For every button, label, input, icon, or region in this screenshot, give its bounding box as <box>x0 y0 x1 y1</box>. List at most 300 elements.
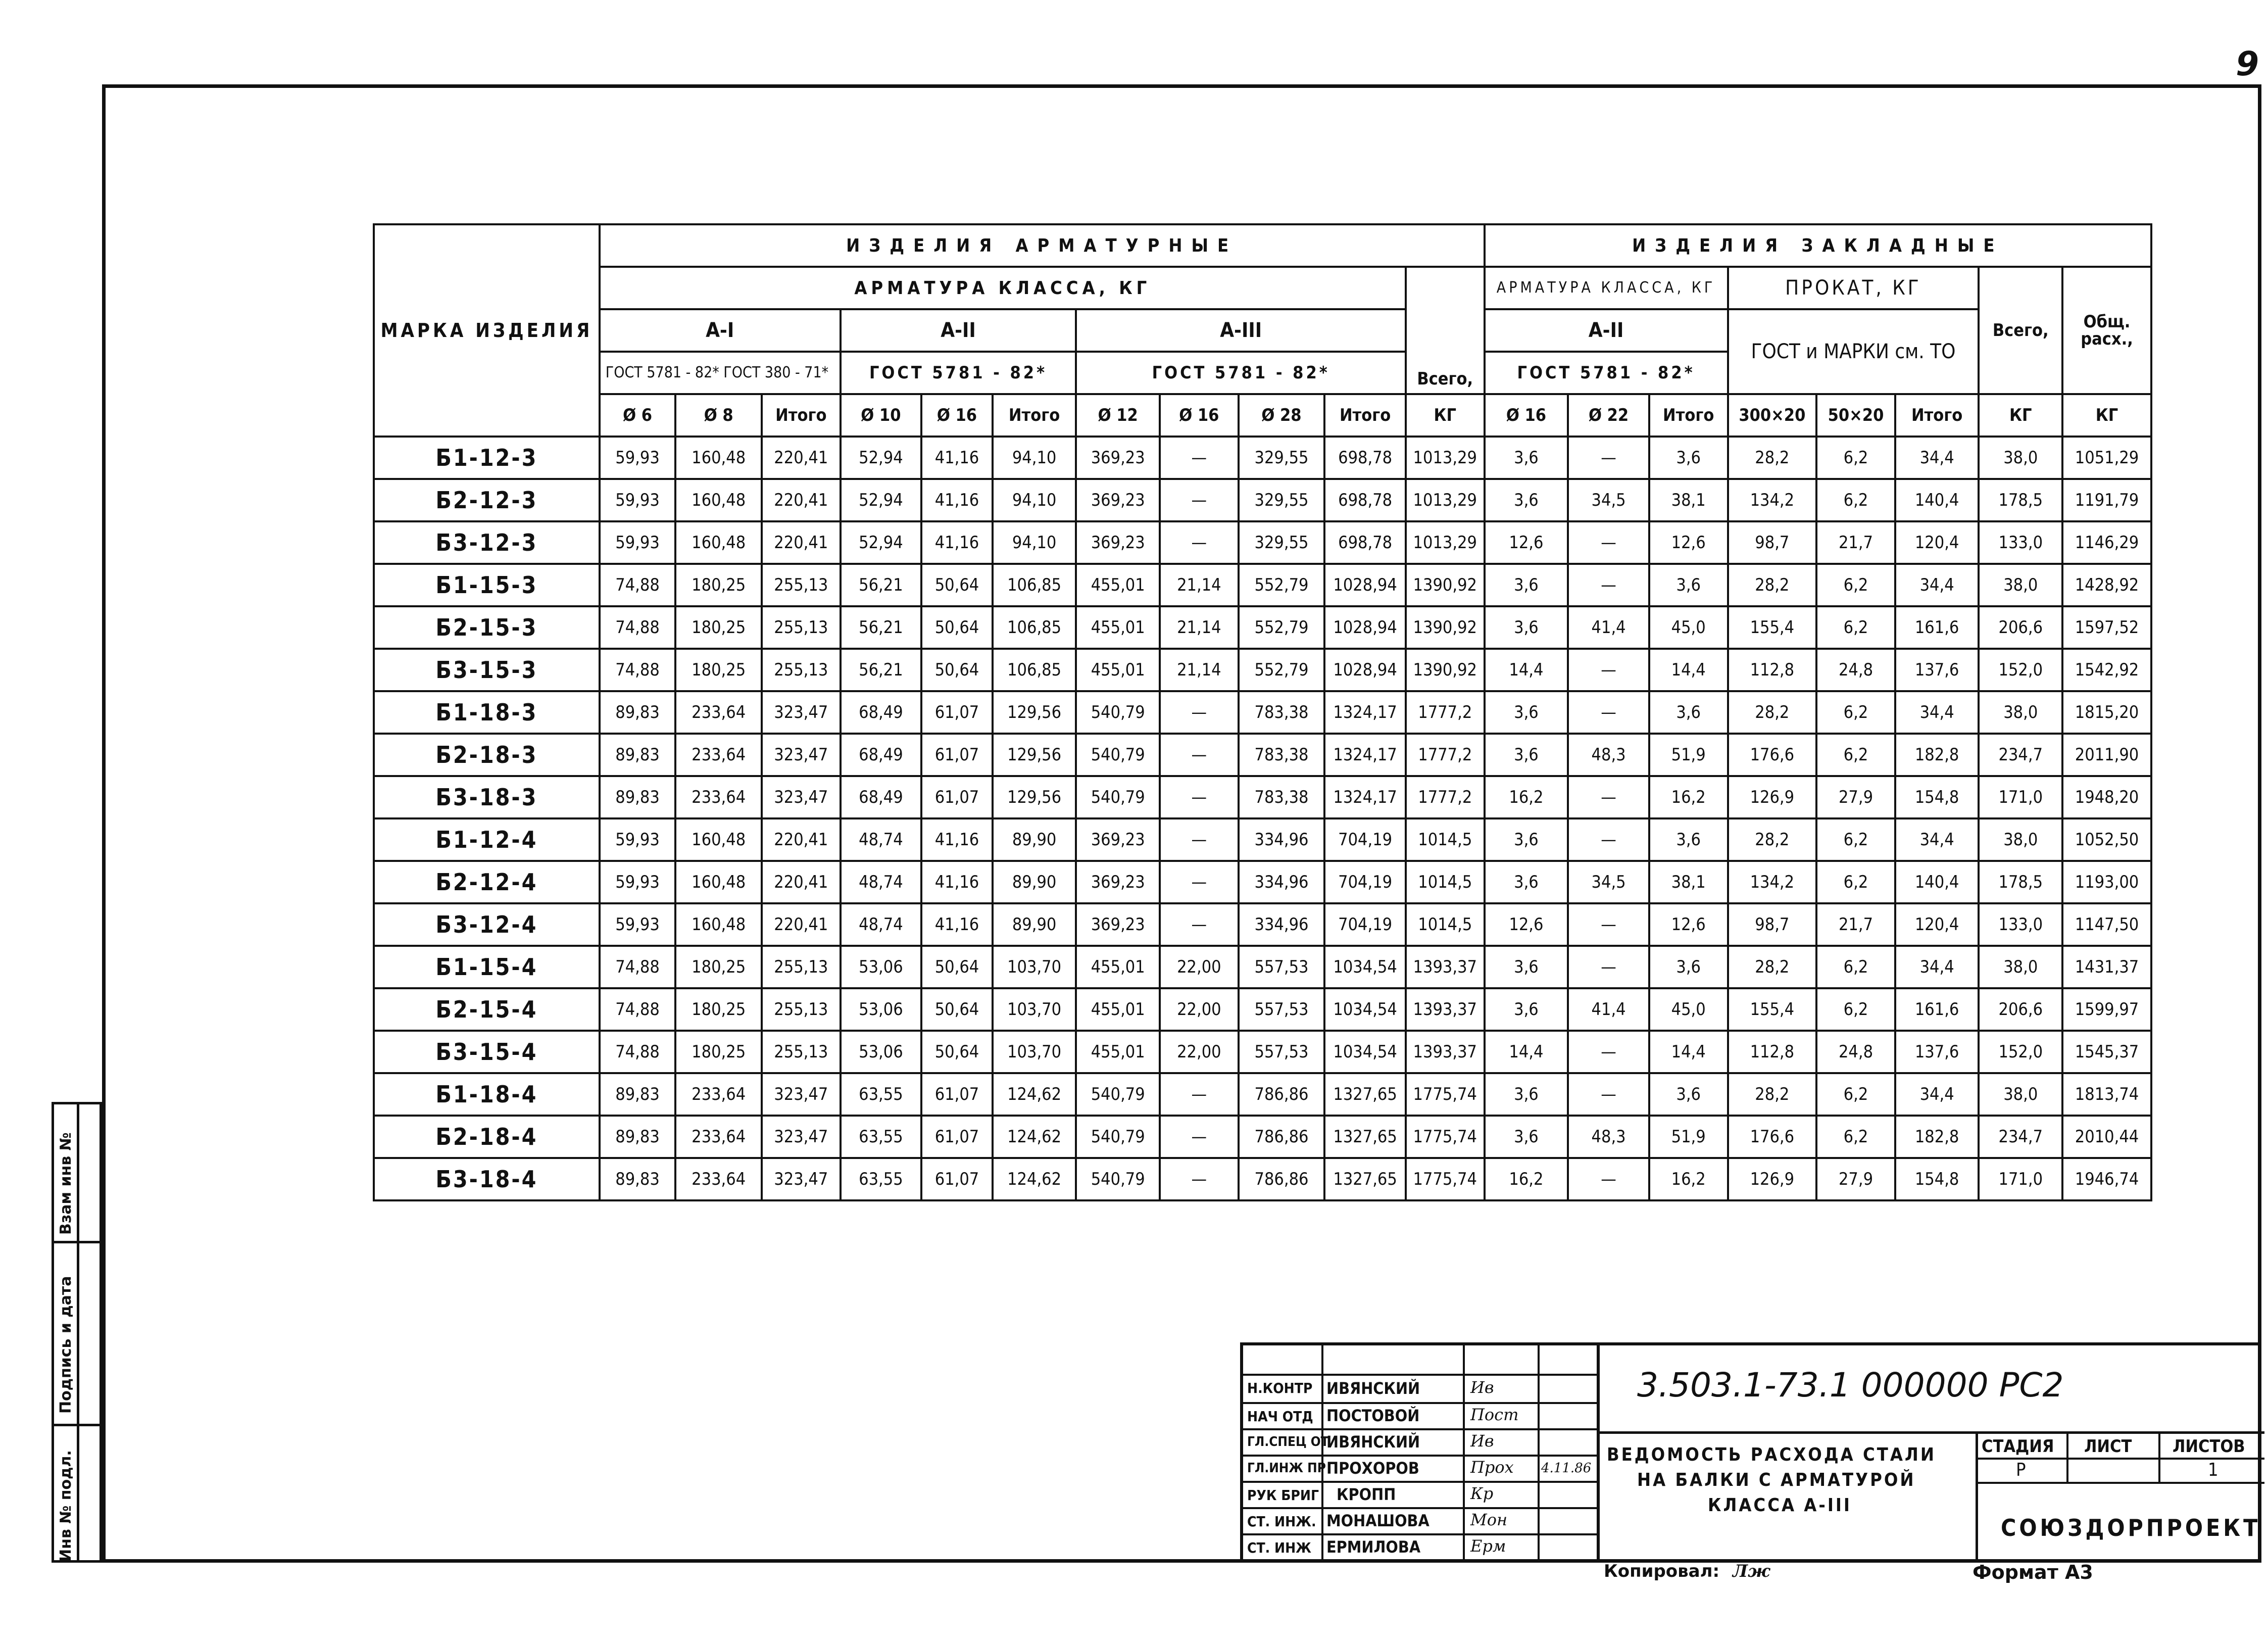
value-cell: — <box>1568 776 1649 818</box>
value-cell: 2011,90 <box>2062 734 2151 776</box>
stamp-divider <box>54 1241 100 1243</box>
value-cell: 455,01 <box>1076 1031 1160 1073</box>
value-cell: 783,38 <box>1239 691 1325 734</box>
value-cell: 1327,65 <box>1324 1116 1406 1158</box>
subheader-cell: Ø 10 <box>841 394 922 437</box>
value-cell: 22,00 <box>1160 1031 1239 1073</box>
copied-signature: Лж <box>1732 1561 1770 1581</box>
signature: Кр <box>1470 1484 1494 1503</box>
value-cell: 455,01 <box>1076 946 1160 988</box>
value-cell: 1599,97 <box>2062 988 2151 1031</box>
value-cell: — <box>1568 649 1649 691</box>
value-cell: 255,13 <box>762 1031 841 1073</box>
value-cell: 698,78 <box>1324 437 1406 479</box>
value-cell: 3,6 <box>1649 691 1728 734</box>
value-cell: 6,2 <box>1816 606 1895 649</box>
rolled-steel-header: ПРОКАТ, КГ <box>1728 267 1979 309</box>
table-row <box>374 861 2151 903</box>
value-cell: 160,48 <box>675 861 762 903</box>
value-cell: 6,2 <box>1816 818 1895 861</box>
value-cell: 176,6 <box>1728 1116 1817 1158</box>
value-cell: 61,07 <box>921 776 993 818</box>
signature: Ерм <box>1470 1536 1506 1556</box>
value-cell: 3,6 <box>1485 734 1568 776</box>
value-cell: 557,53 <box>1239 988 1325 1031</box>
mark-cell: Б3-18-3 <box>374 776 600 818</box>
value-cell: 68,49 <box>841 734 922 776</box>
value-cell: 41,16 <box>921 903 993 946</box>
mark-cell: Б2-15-4 <box>374 988 600 1031</box>
table-row <box>374 479 2151 521</box>
value-cell: 52,94 <box>841 479 922 521</box>
value-cell: 48,3 <box>1568 1116 1649 1158</box>
value-cell: — <box>1568 946 1649 988</box>
value-cell: 1393,37 <box>1406 946 1485 988</box>
value-cell: 133,0 <box>1979 521 2062 564</box>
value-cell: 3,6 <box>1649 818 1728 861</box>
value-cell: 1034,54 <box>1324 1031 1406 1073</box>
value-cell: 34,4 <box>1895 691 1979 734</box>
value-cell: 89,90 <box>993 903 1076 946</box>
value-cell: 1390,92 <box>1406 606 1485 649</box>
sheets-label: ЛИСТОВ <box>2173 1436 2245 1457</box>
subheader-cell: Ø 8 <box>675 394 762 437</box>
value-cell: 160,48 <box>675 437 762 479</box>
role-nach-otd: НАЧ ОТД <box>1247 1408 1313 1425</box>
value-cell: 45,0 <box>1649 988 1728 1031</box>
group-embedded: ИЗДЕЛИЯ ЗАКЛАДНЫЕ <box>1485 224 2151 267</box>
value-cell: 106,85 <box>993 564 1076 606</box>
value-cell: 63,55 <box>841 1158 922 1200</box>
mark-cell: Б2-12-4 <box>374 861 600 903</box>
value-cell: 50,64 <box>921 1031 993 1073</box>
value-cell: 3,6 <box>1485 479 1568 521</box>
value-cell: 56,21 <box>841 564 922 606</box>
value-cell: 98,7 <box>1728 521 1817 564</box>
value-cell: 1014,5 <box>1406 861 1485 903</box>
value-cell: 698,78 <box>1324 521 1406 564</box>
tb-divider <box>1538 1345 1540 1563</box>
value-cell: 369,23 <box>1076 861 1160 903</box>
value-cell: 61,07 <box>921 1116 993 1158</box>
value-cell: 48,3 <box>1568 734 1649 776</box>
role-n-kontr: Н.КОНТР <box>1247 1380 1313 1396</box>
value-cell: — <box>1160 437 1239 479</box>
value-cell: 129,56 <box>993 734 1076 776</box>
value-cell: 552,79 <box>1239 564 1325 606</box>
stage-value: Р <box>2016 1460 2026 1480</box>
rebar-class-header: АРМАТУРА КЛАССА, КГ <box>600 267 1406 309</box>
value-cell: 180,25 <box>675 649 762 691</box>
value-cell: 369,23 <box>1076 437 1160 479</box>
tb-divider <box>1243 1455 1597 1457</box>
value-cell: 28,2 <box>1728 691 1817 734</box>
value-cell: 329,55 <box>1239 437 1325 479</box>
value-cell: 369,23 <box>1076 521 1160 564</box>
table-row <box>374 1031 2151 1073</box>
value-cell: — <box>1160 776 1239 818</box>
table-row <box>374 564 2151 606</box>
subheader-cell: Ø 12 <box>1076 394 1160 437</box>
value-cell: 334,96 <box>1239 818 1325 861</box>
value-cell: 45,0 <box>1649 606 1728 649</box>
value-cell: 38,0 <box>1979 564 2062 606</box>
tb-divider <box>1976 1482 2264 1484</box>
value-cell: 28,2 <box>1728 1073 1817 1116</box>
name-st-inzh-2: ЕРМИЛОВА <box>1326 1537 1421 1557</box>
value-cell: 50,64 <box>921 649 993 691</box>
value-cell: 129,56 <box>993 776 1076 818</box>
value-cell: 28,2 <box>1728 818 1817 861</box>
value-cell: — <box>1568 1073 1649 1116</box>
value-cell: 455,01 <box>1076 988 1160 1031</box>
value-cell: 323,47 <box>762 1073 841 1116</box>
value-cell: 51,9 <box>1649 734 1728 776</box>
table-row <box>374 818 2151 861</box>
mark-cell: Б1-12-3 <box>374 437 600 479</box>
value-cell: 27,9 <box>1816 776 1895 818</box>
mark-cell: Б3-15-4 <box>374 1031 600 1073</box>
gost-a3-header: ГОСТ 5781 - 82* <box>1076 352 1406 394</box>
total-reinf-header: Всего, <box>1406 267 1485 394</box>
value-cell: 53,06 <box>841 946 922 988</box>
value-cell: 98,7 <box>1728 903 1817 946</box>
role-gl-inzh: ГЛ.ИНЖ ПР <box>1247 1461 1326 1476</box>
value-cell: 59,93 <box>600 521 676 564</box>
value-cell: 38,0 <box>1979 946 2062 988</box>
value-cell: 1146,29 <box>2062 521 2151 564</box>
value-cell: 206,6 <box>1979 988 2062 1031</box>
value-cell: 59,93 <box>600 479 676 521</box>
value-cell: 1813,74 <box>2062 1073 2151 1116</box>
value-cell: 12,6 <box>1649 521 1728 564</box>
value-cell: 3,6 <box>1485 1073 1568 1116</box>
value-cell: 94,10 <box>993 437 1076 479</box>
value-cell: 61,07 <box>921 1073 993 1116</box>
value-cell: 14,4 <box>1649 649 1728 691</box>
unit-cell: КГ <box>1979 394 2062 437</box>
value-cell: 94,10 <box>993 479 1076 521</box>
name-gl-spec: ИВЯНСКИЙ <box>1326 1432 1420 1452</box>
value-cell: 1014,5 <box>1406 818 1485 861</box>
value-cell: 455,01 <box>1076 564 1160 606</box>
stage-label: СТАДИЯ <box>1982 1436 2054 1457</box>
stamp-divider <box>54 1424 100 1426</box>
value-cell: 180,25 <box>675 1031 762 1073</box>
value-cell: 27,9 <box>1816 1158 1895 1200</box>
tb-divider <box>1976 1431 1978 1563</box>
tb-divider <box>2158 1431 2160 1484</box>
value-cell: 334,96 <box>1239 861 1325 903</box>
value-cell: 74,88 <box>600 649 676 691</box>
value-cell: 3,6 <box>1485 691 1568 734</box>
value-cell: 112,8 <box>1728 649 1817 691</box>
value-cell: — <box>1568 437 1649 479</box>
value-cell: 21,14 <box>1160 606 1239 649</box>
value-cell: 233,64 <box>675 1158 762 1200</box>
value-cell: 6,2 <box>1816 988 1895 1031</box>
value-cell: 255,13 <box>762 606 841 649</box>
value-cell: 552,79 <box>1239 649 1325 691</box>
value-cell: 1028,94 <box>1324 649 1406 691</box>
value-cell: 24,8 <box>1816 1031 1895 1073</box>
value-cell: 233,64 <box>675 734 762 776</box>
value-cell: — <box>1568 903 1649 946</box>
value-cell: 94,10 <box>993 521 1076 564</box>
value-cell: 182,8 <box>1895 1116 1979 1158</box>
signature: Пост <box>1470 1405 1519 1424</box>
value-cell: 21,7 <box>1816 521 1895 564</box>
value-cell: 1545,37 <box>2062 1031 2151 1073</box>
value-cell: 6,2 <box>1816 1073 1895 1116</box>
table-row <box>374 437 2151 479</box>
value-cell: 1390,92 <box>1406 649 1485 691</box>
value-cell: — <box>1568 1031 1649 1073</box>
table-row <box>374 691 2151 734</box>
value-cell: 255,13 <box>762 649 841 691</box>
value-cell: 126,9 <box>1728 776 1817 818</box>
value-cell: 786,86 <box>1239 1073 1325 1116</box>
value-cell: 124,62 <box>993 1116 1076 1158</box>
subheader-cell: Итого <box>1324 394 1406 437</box>
value-cell: 1815,20 <box>2062 691 2151 734</box>
organization-name: СОЮЗДОРПРОЕКТ <box>2001 1514 2261 1541</box>
value-cell: 1324,17 <box>1324 734 1406 776</box>
value-cell: 103,70 <box>993 946 1076 988</box>
value-cell: 22,00 <box>1160 988 1239 1031</box>
subheader-cell: 300×20 <box>1728 394 1817 437</box>
subheader-cell: Ø 16 <box>1160 394 1239 437</box>
tb-divider <box>2066 1431 2068 1484</box>
value-cell: 48,74 <box>841 861 922 903</box>
value-cell: 1777,2 <box>1406 776 1485 818</box>
tb-divider <box>1243 1428 1597 1430</box>
value-cell: 704,19 <box>1324 818 1406 861</box>
value-cell: 124,62 <box>993 1158 1076 1200</box>
value-cell: 786,86 <box>1239 1116 1325 1158</box>
value-cell: 6,2 <box>1816 691 1895 734</box>
value-cell: 704,19 <box>1324 861 1406 903</box>
value-cell: 220,41 <box>762 437 841 479</box>
value-cell: — <box>1160 521 1239 564</box>
value-cell: 1193,00 <box>2062 861 2151 903</box>
value-cell: 704,19 <box>1324 903 1406 946</box>
table-row <box>374 1073 2151 1116</box>
signature: Ив <box>1470 1431 1494 1451</box>
gost-a1-header: ГОСТ 5781 - 82* ГОСТ 380 - 71* <box>600 352 841 394</box>
value-cell: 3,6 <box>1485 437 1568 479</box>
value-cell: 1597,52 <box>2062 606 2151 649</box>
value-cell: 103,70 <box>993 1031 1076 1073</box>
table-row <box>374 606 2151 649</box>
value-cell: 171,0 <box>1979 1158 2062 1200</box>
signature: Ив <box>1470 1378 1494 1397</box>
subheader-cell: Итого <box>1895 394 1979 437</box>
podpis-data-label: Подпись и дата <box>57 1276 75 1414</box>
value-cell: 6,2 <box>1816 734 1895 776</box>
value-cell: 3,6 <box>1485 606 1568 649</box>
value-cell: 176,6 <box>1728 734 1817 776</box>
value-cell: 540,79 <box>1076 1073 1160 1116</box>
class-a2-embedded-header: А-II <box>1485 309 1728 352</box>
value-cell: 89,83 <box>600 1073 676 1116</box>
value-cell: 220,41 <box>762 861 841 903</box>
embedded-rebar-class-header: АРМАТУРА КЛАССА, КГ <box>1485 267 1728 309</box>
value-cell: 134,2 <box>1728 479 1817 521</box>
value-cell: 41,4 <box>1568 988 1649 1031</box>
value-cell: 74,88 <box>600 564 676 606</box>
value-cell: 557,53 <box>1239 1031 1325 1073</box>
value-cell: 140,4 <box>1895 861 1979 903</box>
value-cell: 154,8 <box>1895 776 1979 818</box>
value-cell: 180,25 <box>675 606 762 649</box>
overall-header: Общ. расх., <box>2062 267 2151 394</box>
table-row <box>374 988 2151 1031</box>
value-cell: — <box>1160 479 1239 521</box>
value-cell: 220,41 <box>762 521 841 564</box>
subheader-cell: Итого <box>762 394 841 437</box>
mark-cell: Б3-18-4 <box>374 1158 600 1200</box>
class-a3-header: А-III <box>1076 309 1406 352</box>
value-cell: 783,38 <box>1239 776 1325 818</box>
value-cell: 160,48 <box>675 479 762 521</box>
name-n-kontr: ИВЯНСКИЙ <box>1326 1379 1420 1398</box>
value-cell: 323,47 <box>762 691 841 734</box>
value-cell: 1431,37 <box>2062 946 2151 988</box>
subheader-cell: Ø 16 <box>921 394 993 437</box>
mark-cell: Б2-12-3 <box>374 479 600 521</box>
value-cell: 59,93 <box>600 437 676 479</box>
value-cell: 160,48 <box>675 903 762 946</box>
value-cell: 329,55 <box>1239 479 1325 521</box>
value-cell: 540,79 <box>1076 1116 1160 1158</box>
value-cell: 74,88 <box>600 946 676 988</box>
sign-date: 4.11.86 <box>1541 1461 1592 1476</box>
value-cell: 1034,54 <box>1324 946 1406 988</box>
value-cell: 50,64 <box>921 988 993 1031</box>
doc-title-line3: КЛАССА А-III <box>1708 1495 1852 1516</box>
gost-rolled-header: ГОСТ и МАРКИ см. ТО <box>1728 309 1979 394</box>
value-cell: 3,6 <box>1649 437 1728 479</box>
value-cell: 34,5 <box>1568 861 1649 903</box>
subheader-cell: Ø 22 <box>1568 394 1649 437</box>
value-cell: 53,06 <box>841 1031 922 1073</box>
value-cell: 50,64 <box>921 564 993 606</box>
value-cell: 41,16 <box>921 521 993 564</box>
value-cell: 1014,5 <box>1406 903 1485 946</box>
value-cell: 14,4 <box>1485 1031 1568 1073</box>
value-cell: — <box>1160 861 1239 903</box>
gost-a2-header: ГОСТ 5781 - 82* <box>841 352 1076 394</box>
value-cell: 1191,79 <box>2062 479 2151 521</box>
value-cell: 3,6 <box>1485 861 1568 903</box>
tb-divider <box>1243 1481 1597 1483</box>
value-cell: 6,2 <box>1816 479 1895 521</box>
value-cell: 22,00 <box>1160 946 1239 988</box>
value-cell: 41,4 <box>1568 606 1649 649</box>
value-cell: 50,64 <box>921 606 993 649</box>
mark-cell: Б1-12-4 <box>374 818 600 861</box>
value-cell: 155,4 <box>1728 988 1817 1031</box>
value-cell: 206,6 <box>1979 606 2062 649</box>
value-cell: 134,2 <box>1728 861 1817 903</box>
subheader-cell: Ø 6 <box>600 394 676 437</box>
value-cell: 255,13 <box>762 946 841 988</box>
subheader-cell: Ø 28 <box>1239 394 1325 437</box>
value-cell: 12,6 <box>1485 521 1568 564</box>
value-cell: 1324,17 <box>1324 691 1406 734</box>
value-cell: 1428,92 <box>2062 564 2151 606</box>
value-cell: 180,25 <box>675 988 762 1031</box>
inv-podl-label: Инв № подл. <box>57 1450 75 1562</box>
value-cell: 126,9 <box>1728 1158 1817 1200</box>
mark-cell: Б1-15-3 <box>374 564 600 606</box>
unit-cell: КГ <box>1406 394 1485 437</box>
value-cell: 783,38 <box>1239 734 1325 776</box>
value-cell: 1028,94 <box>1324 564 1406 606</box>
value-cell: 1393,37 <box>1406 988 1485 1031</box>
value-cell: — <box>1160 1158 1239 1200</box>
value-cell: 52,94 <box>841 437 922 479</box>
value-cell: 89,83 <box>600 1116 676 1158</box>
value-cell: 38,1 <box>1649 861 1728 903</box>
value-cell: 34,4 <box>1895 818 1979 861</box>
mark-header: МАРКА ИЗДЕЛИЯ <box>374 224 600 437</box>
signature: Прох <box>1470 1458 1514 1477</box>
value-cell: 323,47 <box>762 776 841 818</box>
value-cell: 220,41 <box>762 818 841 861</box>
value-cell: 41,16 <box>921 861 993 903</box>
value-cell: 28,2 <box>1728 564 1817 606</box>
table-row <box>374 946 2151 988</box>
value-cell: 1327,65 <box>1324 1073 1406 1116</box>
name-ruk-brig: КРОПП <box>1337 1485 1396 1504</box>
value-cell: 160,48 <box>675 818 762 861</box>
value-cell: 68,49 <box>841 691 922 734</box>
value-cell: 1542,92 <box>2062 649 2151 691</box>
value-cell: 89,83 <box>600 691 676 734</box>
value-cell: 154,8 <box>1895 1158 1979 1200</box>
value-cell: 3,6 <box>1485 818 1568 861</box>
value-cell: 6,2 <box>1816 861 1895 903</box>
name-gl-inzh: ПРОХОРОВ <box>1326 1459 1419 1478</box>
mark-cell: Б3-12-3 <box>374 521 600 564</box>
value-cell: 552,79 <box>1239 606 1325 649</box>
value-cell: 59,93 <box>600 903 676 946</box>
sheet-format: Формат А3 <box>1973 1561 2093 1583</box>
subheader-cell: 50×20 <box>1816 394 1895 437</box>
value-cell: 34,4 <box>1895 946 1979 988</box>
mark-cell: Б1-18-3 <box>374 691 600 734</box>
tb-divider <box>1597 1345 1600 1563</box>
value-cell: 220,41 <box>762 903 841 946</box>
value-cell: 1028,94 <box>1324 606 1406 649</box>
value-cell: 233,64 <box>675 776 762 818</box>
value-cell: 140,4 <box>1895 479 1979 521</box>
value-cell: 89,83 <box>600 776 676 818</box>
value-cell: 106,85 <box>993 606 1076 649</box>
value-cell: 171,0 <box>1979 776 2062 818</box>
tb-divider <box>1243 1374 1597 1376</box>
doc-title-line1: ВЕДОМОСТЬ РАСХОДА СТАЛИ <box>1607 1444 1936 1465</box>
value-cell: 1775,74 <box>1406 1158 1485 1200</box>
value-cell: — <box>1568 818 1649 861</box>
value-cell: — <box>1160 903 1239 946</box>
value-cell: 61,07 <box>921 734 993 776</box>
value-cell: 137,6 <box>1895 1031 1979 1073</box>
value-cell: 103,70 <box>993 988 1076 1031</box>
value-cell: 129,56 <box>993 691 1076 734</box>
